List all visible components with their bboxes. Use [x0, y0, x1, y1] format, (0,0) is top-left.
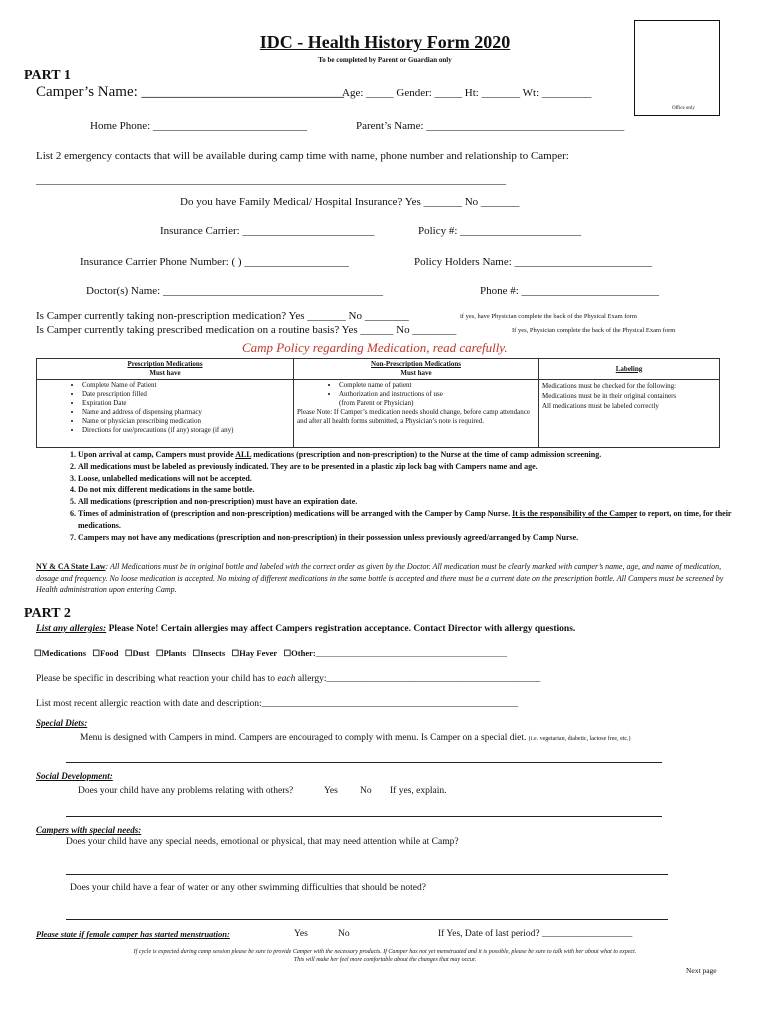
insurance-carrier-field[interactable]: Insurance Carrier: ________________________ [160, 225, 375, 237]
rule-item: 4. Do not mix different medications in the same bottle. [78, 484, 768, 496]
nonprescription-from: (from Parent or Physician) [339, 399, 414, 407]
prescription-header: Prescription Medications Must have [37, 359, 294, 380]
specific-reaction-field[interactable]: Please be specific in describing what reaction your child has to each allergy:_____________________________________________ [36, 674, 541, 684]
rule-item: 1. Upon arrival at camp, Campers must provide ALL medications (prescription and non-prescription) to the Nurse at the time of camp admission screening. [78, 449, 768, 461]
list-item: • Name and address of dispensing pharmacy [82, 408, 290, 417]
rule-item: 2. All medications must be labeled as previously indicated. They are to be presented in a plastic zip lock bag with Campers name and age. [78, 461, 768, 473]
policy-number-field[interactable]: Policy #: ______________________ [418, 225, 582, 237]
list-item: • Complete Name of Patient [82, 381, 290, 390]
dust-checkbox[interactable]: ☐Dust [124, 648, 150, 658]
special-needs-line[interactable] [66, 874, 668, 875]
nonprescription-note-text: Please Note: If Camper’s medication needs should change, before camp attendance and after all health forms submitted, a Physician’s note is required. [297, 408, 530, 425]
menstruation-yes-option[interactable]: Yes [294, 929, 308, 939]
insects-checkbox[interactable]: ☐Insects [192, 648, 226, 658]
state-law-paragraph: NY & CA State Law: All Medications must be in original bottle and labeled with the correct order as given by the Doctor. All medication must be clearly marked with camper’s name, age, and name of medication, dosage and frequency. No loose medication is accepted. No mixing of different medications in the same bottle is accepted and there must be a current date on the prescription bottle. All Campers must be screened by Health administration upon entering Camp. [36, 562, 724, 594]
water-fear-question: Does your child have a fear of water or any other swimming difficulties that should be noted? [70, 883, 426, 893]
campers-name-field[interactable]: Camper’s Name: ___________________________ [36, 84, 345, 100]
water-fear-line[interactable] [66, 919, 668, 920]
other-checkbox[interactable]: ☐Other: [283, 648, 316, 658]
carrier-phone-field[interactable]: Insurance Carrier Phone Number: ( ) ___________________ [80, 256, 349, 268]
social-development-label: Social Development: [36, 771, 113, 781]
menstruation-footnote-2: This will make her feel more comfortable about the changes that may occur. [293, 957, 477, 963]
insurance-question[interactable]: Do you have Family Medical/ Hospital Insurance? Yes _______ No _______ [180, 196, 520, 208]
prescription-requirements [37, 380, 294, 448]
doctor-name-field[interactable]: Doctor(s) Name: ________________________________________ [86, 285, 383, 297]
menstruation-label: Please state if female camper has started menstruation: [36, 929, 230, 939]
list-item: • Directions for use/precautions (if any) storage (if any) [82, 426, 290, 435]
list-item: • Authorization and instructions of use [339, 390, 535, 399]
special-diets-label: Special Diets: [36, 718, 88, 728]
social-yes-option[interactable]: Yes [324, 786, 338, 796]
labeling-requirements [539, 380, 720, 448]
emergency-contacts-prompt: List 2 emergency contacts that will be available during camp time with name, phone number and relationship to Camper: [36, 150, 569, 162]
prescription-note: If yes, Physician complete the back of the Physical Exam form [512, 327, 676, 334]
special-needs-label: Campers with special needs: [36, 825, 142, 835]
allergy-checkbox-row [34, 648, 507, 659]
special-diets-text: Menu is designed with Campers in mind. Campers are encouraged to comply with menu. Is Camper on a special diet. (i.e. vegetarian, diabetic, lactose free, etc.) [80, 733, 631, 743]
medication-rules-list [36, 449, 768, 543]
allergies-label: List any allergies: [36, 624, 107, 634]
plants-checkbox[interactable]: ☐Plants [155, 648, 187, 658]
recent-reaction-field[interactable]: List most recent allergic reaction with date and description:______________________________________________________ [36, 699, 519, 709]
emergency-contacts-line[interactable]: ______________________________________________________________________________________________ [36, 175, 506, 186]
prescription-question[interactable]: Is Camper currently taking prescribed medication on a routine basis? Yes ______ No ________ [36, 324, 457, 336]
part2-heading: PART 2 [24, 606, 71, 621]
other-allergy-line[interactable]: _____________________________________________ [315, 648, 507, 658]
social-explain-line[interactable] [66, 816, 662, 817]
special-diets-line[interactable] [66, 762, 662, 763]
list-item: • Expiration Date [82, 399, 290, 408]
rule-item: 7. Campers may not have any medications (prescription and non-prescription) in their possession unless previously agreed/arranged by Camp Nurse. [78, 532, 768, 544]
special-needs-question: Does your child have any special needs, emotional or physical, that may need attention while at Camp? [66, 837, 459, 847]
list-item: • Complete name of patient [339, 381, 535, 390]
medications-checkbox[interactable]: ☐Medications [34, 648, 87, 658]
nonprescription-question[interactable]: Is Camper currently taking non-prescription medication? Yes _______ No ________ [36, 310, 409, 322]
labeling-line: Medications must be checked for the following: [542, 382, 677, 390]
parents-name-field[interactable]: Parent’s Name: ____________________________________ [356, 120, 625, 132]
state-law-label: NY & CA State Law [36, 562, 106, 571]
form-subtitle: To be completed by Parent or Guardian only [318, 56, 452, 64]
office-photo-box [634, 20, 720, 116]
form-title: IDC - Health History Form 2020 [259, 32, 511, 52]
social-question: Does your child have any problems relating with others? [78, 786, 294, 796]
nonprescription-requirements [294, 380, 539, 448]
menstruation-no-option[interactable]: No [338, 929, 350, 939]
rule-item: 3. Loose, unlabelled medications will not be accepted. [78, 473, 768, 485]
medication-policy-heading: Camp Policy regarding Medication, read carefully. [242, 340, 508, 355]
part1-heading: PART 1 [24, 68, 71, 83]
social-no-option[interactable]: No [360, 786, 372, 796]
labeling-header: Labeling [539, 359, 720, 380]
nonprescription-header: Non-Prescription Medications Must have [294, 359, 539, 380]
rule-item: 6. Times of administration of (prescription and non-prescription) medications will be arranged with the Camper by Camp Nurse. It is the responsibility of the Camper to report, on time, for their medications. [78, 508, 768, 532]
allergies-line: List any allergies: Please Note! Certain allergies may affect Campers registration acceptance. Contact Director with allergy questions. [36, 624, 576, 634]
doctor-phone-field[interactable]: Phone #: _________________________ [480, 285, 660, 297]
home-phone-field[interactable]: Home Phone: ____________________________ [90, 120, 307, 132]
policy-holder-field[interactable]: Policy Holders Name: _________________________ [414, 256, 653, 268]
hay-fever-checkbox[interactable]: ☐Hay Fever [231, 648, 278, 658]
rule-item: 5. All medications (prescription and non-prescription) must have an expiration date. [78, 496, 768, 508]
menstruation-footnote: If cycle is expected during camp session please be sure to provide Camper with the necessary products. If Camper has not yet menstruated and it is possible, please be sure to talk with her about what to expect. [133, 949, 637, 955]
last-period-field[interactable]: If Yes, Date of last period? ___________________ [438, 929, 633, 939]
social-if-yes: If yes, explain. [390, 786, 447, 796]
age-gender-height-weight-fields[interactable]: Age: _____ Gender: _____ Ht: _______ Wt: _________ [342, 87, 592, 99]
medication-requirements-table [36, 358, 720, 448]
office-only-label: Office only [672, 106, 695, 111]
next-page-label: Next page [686, 966, 717, 975]
list-item: • Name or physician prescribing medication [82, 417, 290, 426]
labeling-line: Medications must be in their original containers [542, 392, 677, 400]
food-checkbox[interactable]: ☐Food [92, 648, 119, 658]
list-item: • Date prescription filled [82, 390, 290, 399]
labeling-line: All medications must be labeled correctly [542, 402, 659, 410]
nonprescription-note: if yes, have Physician complete the back of the Physical Exam form [460, 313, 637, 320]
